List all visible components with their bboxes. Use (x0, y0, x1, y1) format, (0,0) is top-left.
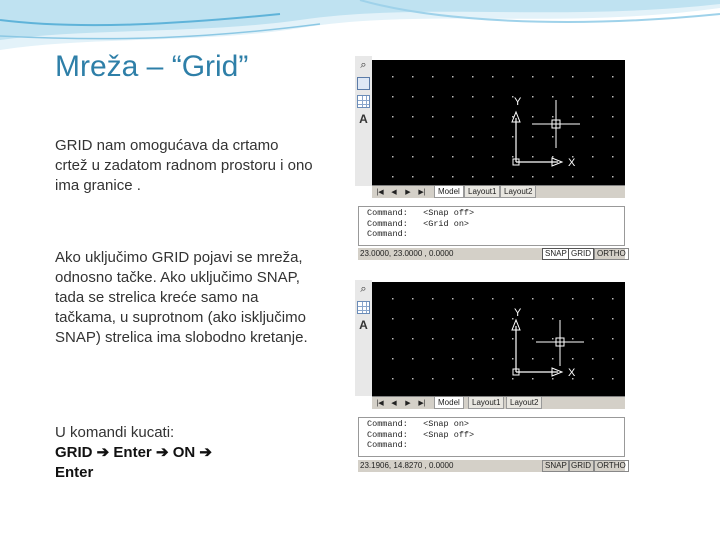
grid-dot (592, 338, 594, 340)
grid-dot (512, 156, 514, 158)
grid-dot (572, 176, 574, 178)
next-tab-icon[interactable]: ▶ (405, 400, 411, 407)
grid-dot (492, 96, 494, 98)
paragraph-grid-snap: Ako uključimo GRID pojavi se mreža, odnosno tačke. Ako uključimo SNAP, tada se strelica kreće samo na tačkama, u suprotnom (ako isključimo SNAP) strelica ima slobodno kretanje. (55, 249, 308, 346)
paragraph-command-instructions (55, 423, 315, 483)
grid-toggle[interactable]: GRID (568, 248, 594, 260)
grid-dot (392, 96, 394, 98)
coordinate-readout: 23.0000, 23.0000 , 0.0000 (360, 249, 454, 258)
grid-dot (412, 176, 414, 178)
grid-dot (572, 358, 574, 360)
grid-dot (452, 338, 454, 340)
tab-layout2[interactable]: Layout2 (500, 186, 536, 198)
grid-dot (572, 116, 574, 118)
grid-dot (532, 96, 534, 98)
grid-dot (612, 358, 614, 360)
grid-dot (472, 96, 474, 98)
ucs-y-label: Y (514, 307, 522, 319)
ortho-toggle[interactable]: ORTHO (594, 248, 629, 260)
grid-dot (472, 76, 474, 78)
grid-dot (612, 338, 614, 340)
grid-dot (492, 298, 494, 300)
command-sequence (55, 443, 315, 483)
grid-dot (492, 116, 494, 118)
grid-dot (432, 136, 434, 138)
prev-tab-icon[interactable]: ◀ (391, 400, 397, 407)
grid-dot (472, 298, 474, 300)
command-line: Command: <Grid on> (367, 218, 470, 229)
grid-dot (512, 176, 514, 178)
grid-dot (432, 358, 434, 360)
grid-drawing (372, 60, 625, 185)
next-tab-icon[interactable]: ▶ (405, 189, 411, 196)
grid-dot (432, 318, 434, 320)
grid-dot (492, 378, 494, 380)
grid-dot (612, 318, 614, 320)
grid-dot (612, 76, 614, 78)
grid-dot (472, 156, 474, 158)
grid-dot (512, 338, 514, 340)
grid-dot (592, 298, 594, 300)
grid-dot (412, 318, 414, 320)
grid-dot (452, 156, 454, 158)
layout-tab-bar (372, 185, 625, 198)
tab-layout1[interactable]: Layout1 (468, 397, 504, 409)
grid-dot (392, 378, 394, 380)
toolbar (355, 56, 372, 186)
last-tab-icon[interactable]: ▶| (418, 189, 426, 196)
grid-dot (572, 338, 574, 340)
command-window[interactable] (358, 206, 625, 246)
command-window[interactable] (358, 417, 625, 457)
status-bar (358, 460, 625, 472)
grid-dot (472, 378, 474, 380)
grid-dot (592, 76, 594, 78)
grid-dot (592, 96, 594, 98)
grid-dot (392, 116, 394, 118)
grid-dot (552, 76, 554, 78)
grid-dot (572, 298, 574, 300)
zoom-icon[interactable]: ⌕ (360, 59, 367, 71)
snap-toggle[interactable]: SNAP (542, 460, 570, 472)
command-line: Command: <Snap off> (367, 208, 475, 218)
grid-dot (592, 156, 594, 158)
grid-dot (432, 176, 434, 178)
grid-dot (492, 338, 494, 340)
grid-dot (412, 378, 414, 380)
first-tab-icon[interactable]: |◀ (376, 189, 384, 196)
grid-dot (392, 136, 394, 138)
grid-dot (392, 338, 394, 340)
command-intro: U komandi kucati: (55, 424, 175, 441)
arrow-right-icon: ➔ (155, 444, 169, 461)
grid-dot (572, 136, 574, 138)
slide-title: Mreža – “Grid” (55, 50, 249, 83)
first-tab-icon[interactable]: |◀ (376, 400, 384, 407)
grid-toggle[interactable]: GRID (568, 460, 594, 472)
tab-model[interactable]: Model (434, 186, 464, 198)
grid-dot (612, 136, 614, 138)
grid-dot (472, 176, 474, 178)
grid-dot (472, 116, 474, 118)
command-step: GRID (55, 444, 93, 461)
grid-dot (392, 298, 394, 300)
grid-dot (552, 116, 554, 118)
grid-dot (492, 358, 494, 360)
grid-dot (412, 358, 414, 360)
grid-dot (412, 156, 414, 158)
grid-dot (552, 136, 554, 138)
grid-dot (392, 318, 394, 320)
grid-dot (492, 318, 494, 320)
grid-dot (552, 318, 554, 320)
grid-dot (432, 156, 434, 158)
grid-dot (432, 338, 434, 340)
grid-dot (512, 116, 514, 118)
grid-dot (532, 378, 534, 380)
grid-dot (612, 298, 614, 300)
grid-dot (452, 136, 454, 138)
text-icon[interactable]: A (359, 318, 368, 332)
layout-tab-bar (372, 396, 625, 409)
drawing-canvas[interactable] (372, 60, 625, 185)
grid-dot (572, 96, 574, 98)
grid-dot (512, 378, 514, 380)
command-step: ON (172, 444, 196, 461)
grid-dot (532, 298, 534, 300)
grid-dot (552, 298, 554, 300)
grid-dot (492, 136, 494, 138)
tab-model[interactable]: Model (434, 397, 464, 409)
status-bar (358, 248, 625, 260)
command-input[interactable]: Command: (367, 229, 408, 239)
grid-dot (532, 156, 534, 158)
grid-drawing (372, 282, 625, 396)
grid-dot (612, 156, 614, 158)
grid-dot (592, 358, 594, 360)
grid-dot (612, 116, 614, 118)
grid-dot (572, 76, 574, 78)
grid-dot (512, 358, 514, 360)
grid-dot (532, 358, 534, 360)
table-icon[interactable] (357, 95, 370, 108)
grid-dot (532, 318, 534, 320)
command-line: Command: <Snap off> (367, 429, 475, 440)
command-line: Command: <Snap on> (367, 419, 470, 429)
grid-dot (412, 76, 414, 78)
grid-dot (512, 136, 514, 138)
grid-dot (572, 318, 574, 320)
grid-dot (532, 76, 534, 78)
ucs-y-label: Y (514, 96, 522, 108)
cad-screenshot-snap-off (355, 280, 625, 474)
grid-dot (452, 318, 454, 320)
last-tab-icon[interactable]: ▶| (418, 400, 426, 407)
command-step: Enter (113, 444, 152, 461)
cad-screenshot-grid-on (355, 56, 625, 261)
grid-dot (592, 136, 594, 138)
grid-dot (412, 136, 414, 138)
command-input[interactable]: Command: (367, 440, 408, 450)
grid-dot (492, 156, 494, 158)
grid-dot (552, 96, 554, 98)
command-step: Enter (55, 464, 94, 481)
grid-dot (552, 358, 554, 360)
text-icon[interactable]: A (359, 112, 368, 126)
arrow-right-icon: ➔ (96, 444, 110, 461)
ucs-x-label: X (568, 367, 576, 379)
grid-dot (512, 76, 514, 78)
grid-dot (592, 378, 594, 380)
grid-dot (532, 338, 534, 340)
grid-dot (492, 176, 494, 178)
grid-dot (532, 116, 534, 118)
grid-dot (452, 96, 454, 98)
grid-dot (432, 298, 434, 300)
coordinate-readout: 23.1906, 14.8270 , 0.0000 (360, 461, 454, 470)
grid-dot (532, 176, 534, 178)
grid-dot (592, 176, 594, 178)
grid-dot (612, 96, 614, 98)
grid-dot (592, 318, 594, 320)
grid-dot (552, 378, 554, 380)
grid-dot (552, 338, 554, 340)
grid-dot (392, 358, 394, 360)
grid-dot (612, 176, 614, 178)
grid-dot (452, 76, 454, 78)
grid-dot (472, 136, 474, 138)
grid-dot (432, 116, 434, 118)
grid-dot (432, 76, 434, 78)
ortho-toggle[interactable]: ORTHO (594, 460, 629, 472)
table-icon[interactable] (357, 301, 370, 314)
prev-tab-icon[interactable]: ◀ (391, 189, 397, 196)
grid-dot (472, 358, 474, 360)
grid-dot (412, 338, 414, 340)
grid-dot (452, 176, 454, 178)
snap-toggle[interactable]: SNAP (542, 248, 570, 260)
grid-dot (392, 176, 394, 178)
grid-dot (412, 116, 414, 118)
grid-dot (432, 96, 434, 98)
grid-dot (532, 136, 534, 138)
toolbar (355, 280, 372, 396)
grid-dot (492, 76, 494, 78)
grid-dot (452, 116, 454, 118)
grid-dot (452, 378, 454, 380)
grid-dot (472, 318, 474, 320)
grid-dot (392, 76, 394, 78)
grid-dot (412, 96, 414, 98)
ucs-x-label: X (568, 157, 576, 169)
grid-dot (512, 298, 514, 300)
grid-dot (432, 378, 434, 380)
grid-dot (452, 298, 454, 300)
zoom-icon[interactable]: ⌕ (360, 283, 367, 295)
grid-dot (392, 156, 394, 158)
tab-layout1[interactable]: Layout1 (464, 186, 500, 198)
grid-dot (612, 378, 614, 380)
grid-dot (472, 338, 474, 340)
drawing-canvas[interactable] (372, 282, 625, 396)
grid-dot (552, 156, 554, 158)
paragraph-grid-intro: GRID nam omogućava da crtamo crtež u zadatom radnom prostoru i ono ima granice . (55, 137, 313, 194)
grid-dot (592, 116, 594, 118)
tab-layout2[interactable]: Layout2 (506, 397, 542, 409)
layer-icon[interactable] (357, 77, 370, 90)
grid-dot (452, 358, 454, 360)
grid-dot (412, 298, 414, 300)
grid-dot (552, 176, 554, 178)
arrow-right-icon: ➔ (199, 444, 212, 461)
